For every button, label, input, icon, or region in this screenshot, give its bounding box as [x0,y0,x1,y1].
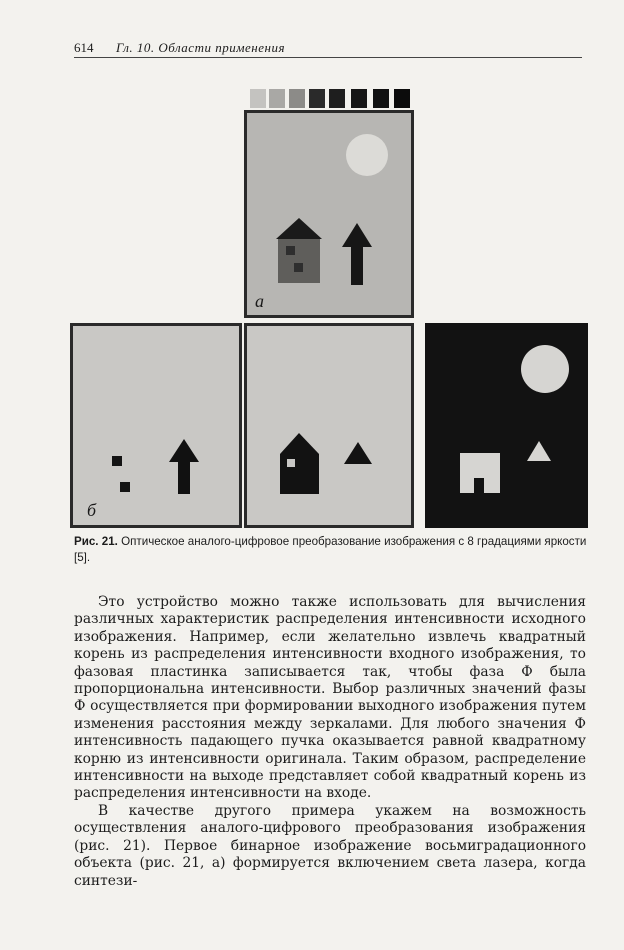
moon-shape [521,345,569,393]
panel-d [425,323,588,528]
page-number: 614 [74,40,94,55]
house-shape [280,433,319,494]
triangle-shape [527,441,551,461]
brightness-swatch [394,89,410,108]
paragraph: Это устройство можно также использовать для вычисления различных характеристик распределения интенсивности исходного изображения. Например, если желательно извлечь квадратный корень из распределения интенсивности входного изображения, то фазовая пластинка записывается так, чтобы фаза Ф была пропорциональна интенсивности. Выбор различных значений фазы Ф осуществляется при формировании выходного изображения путем изменения расстояния между зеркалами. Для любого значения Ф интенсивность падающего пучка оказывается равной квадратному корню из интенсивности оригинала. Таким образом, распределение интенсивности на выходе представляет собой квадратный корень из распределения интенсивности на входе. [74,594,586,802]
brightness-swatch [289,89,305,108]
arrow-shape [342,223,372,285]
panel-a [244,110,414,318]
panel-c-scene [247,326,411,525]
house-roof [276,218,322,239]
panel-b-scene [73,326,239,525]
panel-b [70,323,242,528]
panel-c [244,323,414,528]
house-window [294,263,303,272]
paragraph: В качестве другого примера укажем на возможность осуществления аналого-цифрового преобразования изображения (рис. 21). Первое бинарное изображение восьмиградационного объекта (рис. 21, а) формируется включением света лазера, когда синтези- [74,802,586,889]
house-body [278,239,320,283]
triangle-shape [344,442,372,464]
panel-d-scene [428,326,585,525]
brightness-swatch [269,89,285,108]
caption-label: Рис. 21. [74,535,118,548]
house-window [287,459,295,467]
chapter-title: Гл. 10. Области применения [116,40,285,55]
square-shape [120,482,130,492]
house-door [474,478,484,493]
brightness-swatch [373,89,389,108]
moon-shape [346,134,388,176]
brightness-swatch [329,89,345,108]
arrow-shape [169,439,199,494]
body-text [74,594,586,890]
figure-caption [74,534,588,566]
square-shape [112,456,122,466]
house-window [286,246,295,255]
panel-b-label: б [87,500,97,520]
brightness-swatch [250,89,266,108]
brightness-swatch [351,89,367,108]
caption-text: Оптическое аналого-цифровое преобразование изображения с 8 градациями яркости [5]. [74,535,587,564]
brightness-strip [246,87,412,110]
panel-a-scene [247,113,411,315]
brightness-swatch [309,89,325,108]
panel-a-label: а [255,291,264,311]
